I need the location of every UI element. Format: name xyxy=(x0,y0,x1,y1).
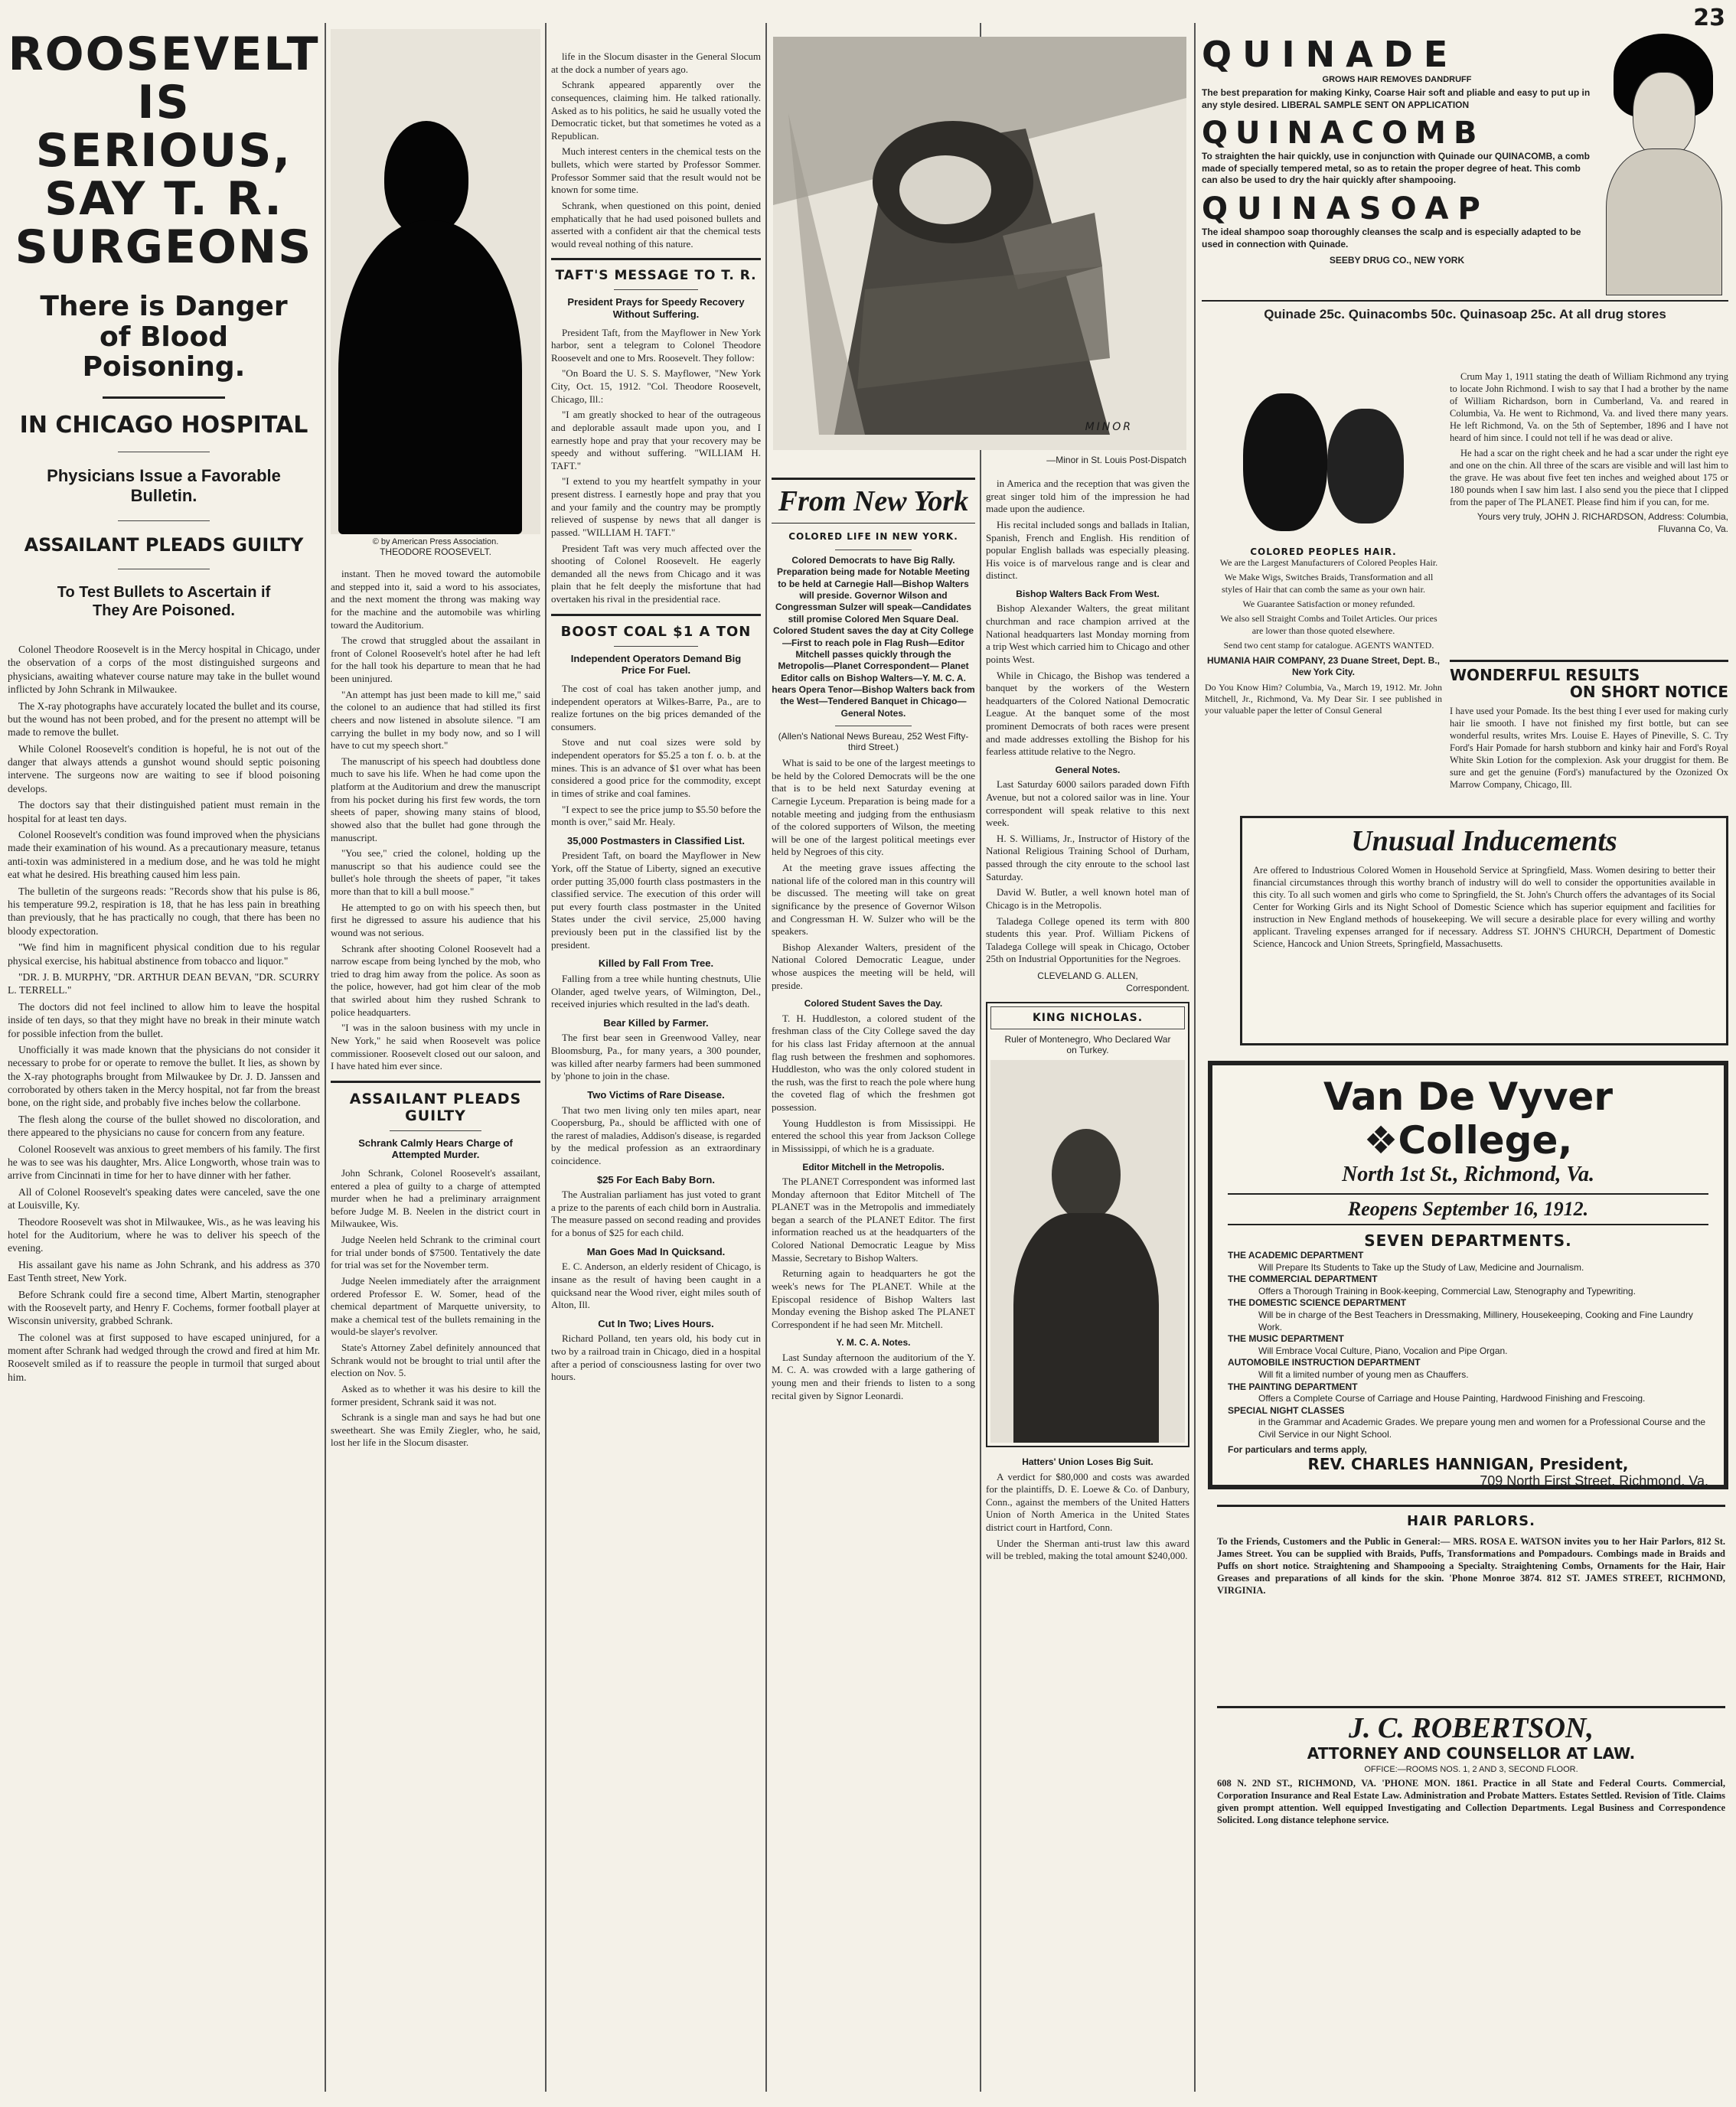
paragraph: THE DOMESTIC SCIENCE DEPARTMENT xyxy=(1228,1297,1407,1309)
paragraph: Much interest centers in the chemical tests on the bullets, which were started by Professor Sommer. Professor Sommer said that the result would not be known for some time. xyxy=(551,145,761,196)
paragraph: "I was in the saloon business with my uncle in New York," he said when Roosevelt was police commissioner. Roosevelt closed out our saloon, and I have hated him ever since. xyxy=(331,1022,540,1072)
king-nicholas-title: KING NICHOLAS. xyxy=(990,1006,1185,1029)
article-body-bear xyxy=(551,1032,761,1083)
paragraph: At the meeting grave issues affecting the national life of the colored man in this country will be discussed. The meeting will take on great significance by the presence of Governor Wilson and Congressman H. W. Sulzer who will be the speakers. xyxy=(772,862,975,938)
paragraph: in America and the reception that was given the great singer told him of the impression he had made upon the audience. xyxy=(986,478,1189,515)
hair-switch-image xyxy=(1235,386,1411,539)
cartoon-signature: MINOR xyxy=(1085,421,1133,433)
quinade-title: QUINADE xyxy=(1202,34,1459,75)
article-body-mitchell xyxy=(772,1176,975,1332)
paragraph: Schrank appeared apparently over the consequences, claiming him. He talked rationally. Asked as to his politics, he said he usually voted the Democratic ticket, but that sometimes he voted as a Republican. xyxy=(551,79,761,142)
headline-postmasters: 35,000 Postmasters in Classified List. xyxy=(567,834,745,846)
quinacomb-body: To straighten the hair quickly, use in conjunction with Quinade our QUINACOMB, a comb made of specially tempered metal, so as to retain the proper degree of heat. This comb can also be used to dry the hair quickly after shampooing. xyxy=(1202,151,1590,186)
article-body-postmasters xyxy=(551,850,761,951)
paragraph: in the Grammar and Academic Grades. We prepare young men and women for a Professional Course and the Civil Service in our Night School. xyxy=(1258,1417,1706,1440)
vdv-college: College, xyxy=(1398,1118,1573,1163)
vdv-president: REV. CHARLES HANNIGAN, President, xyxy=(1307,1455,1629,1474)
article-body-bishop xyxy=(986,602,1189,758)
paragraph: The doctors say that their distinguished patient must remain in the hospital for at least ten days. xyxy=(8,799,320,824)
paragraph: David W. Butler, a well known hotel man of Chicago is in the Metropolis. xyxy=(986,886,1189,911)
cartoon-drawing xyxy=(773,37,1186,450)
paragraph: "I am greatly shocked to hear of the outrageous and deplorable assault made upon you, and I earnestly hope and pray that your recovery may be speedy and without suffering. "WILLIAM H. TAFT." xyxy=(551,409,761,471)
subheadline-danger: There is Danger of Blood Poisoning. xyxy=(40,291,288,383)
paragraph: SPECIAL NIGHT CLASSES xyxy=(1228,1404,1345,1416)
unusual-inducements-ad xyxy=(1240,816,1728,1045)
headline-ymca: Y. M. C. A. Notes. xyxy=(836,1337,911,1349)
quinasoap-title: QUINASOAP xyxy=(1202,191,1490,227)
paragraph: Last Sunday afternoon the auditorium of the Y. M. C. A. was crowded with a large gathering of young men and their friends to listen to a song recital given by Signor Leonardi. xyxy=(772,1351,975,1401)
parlors-head: HAIR PARLORS. xyxy=(1407,1513,1535,1529)
headline-taft: TAFT'S MESSAGE TO T. R. xyxy=(555,268,757,284)
vdv-depts-head: SEVEN DEPARTMENTS. xyxy=(1364,1231,1572,1250)
king-portrait-head xyxy=(1052,1129,1121,1221)
portrait-shoulders xyxy=(1606,148,1722,295)
paragraph: We are the Largest Manufacturers of Colored Peoples Hair. xyxy=(1219,557,1438,568)
hair-caption: COLORED PEOPLES HAIR. xyxy=(1250,546,1397,557)
paragraph: The Australian parliament has just voted to grant a prize to the parents of each child born in Australia. The measure passed on second reading and provides for a bonus of $25 for each child. xyxy=(551,1189,761,1239)
paragraph: Crum May 1, 1911 stating the death of William Richmond any trying to locate John Richmond. I wish to say that I had a brother by the name of William Richardson, born in Cumberland, Va. and reared in Columbia, Va. He went to Richmond, Va. and lived there many years. He left Richmond, Va. on the 5th of September, 1896 and I have not heard of him since. I could not tell if he was dead or alive. xyxy=(1450,371,1728,443)
paragraph: The PLANET Correspondent was informed last Monday afternoon that Editor Mitchell of The PLANET was in the Metropolis and immediately began a search of the PLANET Editor. The first information reached us at the headquarters of the Colored National Democratic League by Miss Massie, Secretary to Bishop Walters. xyxy=(772,1175,975,1264)
main-headline: ROOSEVELT IS SERIOUS, SAY T. R. SURGEONS xyxy=(8,28,320,274)
paragraph: instant. Then he moved toward the automobile and stepped into it, said a word to his associates, and the next moment the throng was making way for the machine and the automobile was whirling toward the Auditorium. xyxy=(331,568,540,631)
subheadline-hospital: IN CHICAGO HOSPITAL xyxy=(19,411,308,439)
article-body-disease xyxy=(551,1104,761,1168)
vdv-reopens: Reopens September 16, 1912. xyxy=(1228,1193,1708,1225)
robertson-office: OFFICE:—ROOMS NOS. 1, 2 AND 3, SECOND FLOOR. xyxy=(1364,1765,1578,1774)
headline-disease: Two Victims of Rare Disease. xyxy=(587,1088,725,1101)
paragraph: "I extend to you my heartfelt sympathy in your present distress. I earnestly hope and pray that you and your family and the country may be promptly relieved of suspense by news that all danger is passed. "WILLIAM H. TAFT." xyxy=(551,475,761,538)
robertson-title: ATTORNEY AND COUNSELLOR AT LAW. xyxy=(1307,1744,1636,1763)
photo-caption: THEODORE ROOSEVELT. xyxy=(380,546,491,557)
headline-assailant: ASSAILANT PLEADS GUILTY xyxy=(349,1090,522,1124)
headline-bear: Bear Killed by Farmer. xyxy=(603,1016,709,1029)
king-nicholas-sub: Ruler of Montenegro, Who Declared War on Turkey. xyxy=(1004,1034,1171,1056)
paragraph: Young Huddleston is from Mississippi. He entered the school this year from Jackson College in Mississippi, of which he is a graduate. xyxy=(772,1117,975,1154)
paragraph: The first bear seen in Greenwood Valley, near Bloomsburg, Pa., for many years, a 300 pounder, was killed after nearby farmers had been summoned by 'phone to join in the chase. xyxy=(551,1032,761,1082)
paragraph: Falling from a tree while hunting chestnuts, Ulie Olander, aged twelve years, of Wilmington, Del., received injuries which resulted in the lad's death. xyxy=(551,972,761,1010)
paragraph: Richard Polland, ten years old, his body cut in two by a railroad train in Chicago, died in a hospital after a period of consciousness lasting for over two hours. xyxy=(551,1332,761,1383)
article-body-hatters xyxy=(986,1471,1189,1563)
headline-fall: Killed by Fall From Tree. xyxy=(598,957,714,970)
paragraph: Last Saturday 6000 sailors paraded down Fifth Avenue, but not a colored sailor was in line. Your correspondent will speak relative to this next week. xyxy=(986,778,1189,829)
vdv-particulars: For particulars and terms apply, xyxy=(1228,1443,1367,1455)
vdv-title: Van De Vyver xyxy=(1323,1075,1613,1119)
headline-hatters: Hatters' Union Loses Big Suit. xyxy=(1022,1456,1154,1468)
robertson-body: 608 N. 2ND ST., RICHMOND, VA. 'PHONE MON. 1861. Practice in all State and Federal Courts. Commercial, Corporation Insurance and Real Estate Law. Administration and Probate Matters. Estates Settled. Revision of Title. Claims given prompt attention. Well equipped Investigating and Collection Departments. Legal Business and Correspondence Solicited. Long distance telephone service. xyxy=(1217,1778,1725,1825)
dateline: (Allen's National News Bureau, 252 West Fifty-third Street.) xyxy=(778,731,969,753)
hair-switch-right xyxy=(1327,409,1404,523)
page-number: 23 xyxy=(1693,5,1725,31)
portrait-face xyxy=(1633,72,1695,158)
vdv-address: North 1st St., Richmond, Va. xyxy=(1342,1163,1594,1186)
article-body-coal xyxy=(551,683,761,829)
paragraph: We Guarantee Satisfaction or money refunded. xyxy=(1242,599,1415,610)
paragraph: Unofficially it was made known that the physicians do not consider it necessary to probe for or operate to remove the bullet. It lies, as shown by the X-ray photographs brought from Milwaukee by Dr. J. D. Janssen and corroborated by others taken in the Mercy hospital, not far from the breast bone, on the right side, and probably five inches below the collarbone. xyxy=(8,1043,320,1109)
paragraph: Bishop Alexander Walters, president of the National Colored Democratic League, under whose auspices the meeting will be held, will preside. xyxy=(772,941,975,991)
paragraph: We also sell Straight Combs and Toilet Articles. Our prices are lower than those quoted elsewhere. xyxy=(1220,613,1437,636)
paragraph: President Taft, on board the Mayflower in New York, off the Statue of Liberty, signed an executive order putting 35,000 fourth class postmasters in the classified service. The execution of this order will put every fourth class postmaster in the United States under the civil service, 25,000 having previously been put in the classified list by the president. xyxy=(551,850,761,951)
paragraph: While in Chicago, the Bishop was tendered a banquet by the workers of the Western headquarters of the Colored National Democratic League. At the banquet some of the most prominent Democrats of both races were present and made addresses extolling the Bishop for his fearless attitude relative to the Negro. xyxy=(986,669,1189,758)
article-body-baby xyxy=(551,1189,761,1240)
headline-mitchell: Editor Mitchell in the Metropolis. xyxy=(802,1161,945,1173)
article-body-quicksand xyxy=(551,1261,761,1312)
paragraph: The colonel was at first supposed to have escaped uninjured, for a moment after Schrank had wedged through the crowd and fired at him Mr. Roosevelt smiled as if to reassure the people in turmoil that surged about him. xyxy=(8,1331,320,1383)
headline-general-notes: General Notes. xyxy=(1055,764,1121,775)
paragraph: AUTOMOBILE INSTRUCTION DEPARTMENT xyxy=(1228,1357,1421,1368)
portrait-head xyxy=(384,121,468,236)
seeby-company: SEEBY DRUG CO., NEW YORK xyxy=(1329,255,1465,266)
paragraph: E. C. Anderson, an elderly resident of Chicago, is insane as the result of having been caught in a quicksand near the Wood river, eight miles south of Alton, Ill. xyxy=(551,1261,761,1311)
cartoon-caption: —Minor in St. Louis Post-Dispatch xyxy=(1046,455,1186,465)
king-portrait-body xyxy=(1013,1213,1159,1443)
paragraph: The doctors did not feel inclined to allow him to leave the hospital inside of ten days, so that they might have no break in their minute watch for possible infection from the bullet. xyxy=(8,1000,320,1039)
article-body-continued xyxy=(551,51,761,250)
paragraph: All of Colonel Roosevelt's speaking dates were canceled, save the one at Louisville, Ky. xyxy=(8,1186,320,1212)
article-body-assailant xyxy=(331,1167,540,1450)
paragraph: We Make Wigs, Switches Braids, Transformation and all styles of Hair that can comb the same as your own hair. xyxy=(1222,572,1434,595)
paragraph: Colonel Theodore Roosevelt is in the Mercy hospital in Chicago, under the observation of a corps of the most distinguished surgeons and physicians, awaiting whatever course nature may take in the bullet wound inflicted by John Schrank in Milwaukee. xyxy=(8,643,320,696)
article-body-taft xyxy=(551,327,761,606)
article-body-notes xyxy=(986,778,1189,966)
portrait-body xyxy=(338,220,522,534)
paragraph: He attempted to go on with his speech then, but first he digressed to assure his audience that his wound was not serious. xyxy=(331,901,540,938)
correspondent-role: Correspondent. xyxy=(1126,982,1189,993)
paragraph: Will fit a limited number of young men as Chauffers. xyxy=(1258,1368,1469,1380)
paragraph: President Taft, from the Mayflower in New York harbor, sent a telegram to Colonel Theodore Roosevelt and one to Mrs. Roosevelt. They follow: xyxy=(551,326,761,364)
paragraph: While Colonel Roosevelt's condition is hopeful, he is not out of the danger that always attends a gunshot wound should septic poisoning intervene. The surgeons now are waiting to see if blood poisoning develops. xyxy=(8,742,320,794)
robertson-name: J. C. ROBERTSON, xyxy=(1349,1712,1594,1744)
column-5 xyxy=(986,478,1189,2092)
hair-company-address: HUMANIA HAIR COMPANY, 23 Duane Street, Dept. B., New York City. xyxy=(1206,654,1441,678)
article-body-continued xyxy=(331,568,540,1073)
quinade-prices: Quinade 25c. Quinacombs 50c. Quinasoap 25c. At all drug stores xyxy=(1264,307,1666,321)
article-body-recital xyxy=(986,478,1189,582)
paragraph: His recital included songs and ballads in Italian, Spanish, French and English. His rendition of popular English ballads was especially pleasing. His voice is of marvelous range and is clear and distinct. xyxy=(986,518,1189,582)
paragraph: The cost of coal has taken another jump, and independent operators at Wilkes-Barre, Pa., are to realize fortunes on the big prices demanded of the consumers. xyxy=(551,682,761,732)
article-body-fall xyxy=(551,973,761,1011)
paragraph: State's Attorney Zabel definitely announced that Schrank would not be brought to trial until after the election on Nov. 5. xyxy=(331,1342,540,1379)
robertson-ad xyxy=(1217,1711,1725,1880)
article-body xyxy=(8,643,320,1384)
paragraph: He had a scar on the right cheek and he had a scar under the right eye and one on the chin. All three of the scars are visible and will last him to the grave. He was about five feet ten inches and weighed about 175 or 180 pounds when I saw him last. I also send you the piece that I clipped from the paper of The PLANET. Please find him if you can, for me. xyxy=(1450,448,1728,507)
deck-schrank: Schrank Calmly Hears Charge of Attempted Murder. xyxy=(358,1137,513,1161)
letter-body: Do You Know Him? Columbia, Va., March 19, 1912. Mr. John Mitchell, Jr., Richmond, Va. My Dear Sir. I see published in your valuable paper the letter of Consul General xyxy=(1205,681,1442,716)
paragraph: Schrank is a single man and says he had but one sweetheart. She was Emily Ziegler, who, he said, lost her life in the Slocum disaster. xyxy=(331,1411,540,1449)
paragraph: Bishop Alexander Walters, the great militant churchman and race champion arrived at the National headquarters last Monday morning from a trip West which carried him to Chicago and other points West. xyxy=(986,602,1189,665)
paragraph: "You see," cried the colonel, holding up the manuscript so that his audience could see the bullet's hole through the sheets of paper, "it takes more than that to kill a bull moose." xyxy=(331,847,540,897)
paragraph: Returning again to headquarters he got the week's news for The PLANET. While at the Episcopal residence of Bishop Walters last Monday evening the Bishop asked The PLANET Correspondent if he had seen Mr. Mitchell. xyxy=(772,1267,975,1330)
paragraph: Schrank after shooting Colonel Roosevelt had a narrow escape from being lynched by the mob, who tried to drag him away from the police. As soon as the police, however, had got him clear of the mob that swirled about him they rushed Schrank to police headquarters. xyxy=(331,942,540,1018)
headline-bishop: Bishop Walters Back From West. xyxy=(1016,589,1160,599)
paragraph: His assailant gave his name as John Schrank, and his address as 370 East Tenth street, New York. xyxy=(8,1258,320,1284)
vdv-street: 709 North First Street, Richmond, Va. xyxy=(1480,1473,1708,1489)
paragraph: John Schrank, Colonel Roosevelt's assailant, entered a plea of guilty to a charge of attempted murder when he had a preliminary arraignment before Judge M. B. Neelen in the district court in Milwaukee, Wis. xyxy=(331,1166,540,1230)
paragraph: THE MUSIC DEPARTMENT xyxy=(1228,1333,1344,1345)
paragraph: That two men living only ten miles apart, near Coopersburg, Pa., should be afflicted with one of the rarest of maladies, Addison's disease, is regarded by the medical profession as an extraordinary coincidence. xyxy=(551,1104,761,1166)
column-4 xyxy=(772,478,975,2092)
paragraph: "DR. J. B. MURPHY, "DR. ARTHUR DEAN BEVAN, "DR. SCURRY L. TERRELL." xyxy=(8,970,320,996)
paragraph: What is said to be one of the largest meetings to be held by the Colored Democrats will be the one that is to be held next Saturday evening at Carnegie Lyceum. Preparation is being made for a notable meeting and judging from the enthusiasm of the colored supporters of Wilson, the meeting will be one of the largest political meetings ever held by Negroes of this city. xyxy=(772,757,975,858)
hair-parlors-ad xyxy=(1217,1505,1725,1708)
van-de-vyver-ad xyxy=(1208,1061,1728,1489)
unusual-head: Unusual Inducements xyxy=(1351,825,1617,857)
deck-bulletin: Physicians Issue a Favorable Bulletin. xyxy=(47,465,281,506)
paragraph: The flesh along the course of the bullet showed no discoloration, and there appeared to the physicians no cause for concern from any feature. xyxy=(8,1113,320,1139)
paragraph: Colonel Roosevelt was anxious to greet members of his family. The first he was to see was his daughter, Mrs. Alice Longworth, whose train was to arrive from Cincinnati in time for her to have dinner with her father. xyxy=(8,1143,320,1182)
wonderful-head: WONDERFUL RESULTS xyxy=(1450,666,1640,684)
column-3 xyxy=(551,23,761,2097)
paragraph: Colonel Roosevelt's condition was found improved when the physicians made their examination of his wound. As a precautionary measure, tetanus anti-toxin was administered in a medium dose, and he was told he might eat what he desired. His breathing caused him less pain. xyxy=(8,829,320,881)
wonderful-results-ad xyxy=(1450,660,1728,807)
deck-summary: Colored Democrats to have Big Rally. Preparation being made for Notable Meeting to be held at Carnegie Hall—Bishop Walters will preside. Governor Wilson and Congressman Sulzer will speak—Candidates still promise Colored Men Square Deal. Colored Student saves the day at City College—First to reach pole in Flag Rush—Editor Mitchell passes quickly through the Metropolis—Planet Correspondent— Planet Editor calls on Bishop Walters—Y. M. C. A. hears Opera Tenor—Bishop Walters back from the West—Tendered Banquet in Chicago—General Notes. xyxy=(772,555,975,719)
wonderful-body: I have used your Pomade. Its the best thing I ever used for making curly hair lie smooth. I have not finished my first bottle, but can see wonderful results, writes Mrs. Louise E. Hayes of Pineville, S. C. Try Ford's Hair Pomade for harsh stubborn and kinky hair and Ford's Royal White Skin Lotion for the complexion. Ask your druggist for them. Be sure and get the genuine (Ford's) manufactured by the Ozonized Ox Marrow Company, Chicago, Ill. xyxy=(1450,706,1728,790)
headline-quicksand: Man Goes Mad In Quicksand. xyxy=(586,1245,726,1257)
paragraph: Judge Neelen held Schrank to the criminal court for trial under bonds of $7500. Tentatively the date for trial was set for the November term. xyxy=(331,1234,540,1271)
paragraph: "An attempt has just been made to kill me," said the colonel to an audience that had stilled its first cheers and now listened in absolute silence. "I am carrying the bullet in my body now, and so I will have to cut my speech short." xyxy=(331,688,540,752)
paragraph: "On Board the U. S. S. Mayflower, "New York City, Oct. 15, 1912. "Col. Theodore Roosevelt, Chicago, Ill.: xyxy=(551,367,761,405)
headline-from-new-york: From New York xyxy=(778,485,969,517)
quinacomb-title: QUINACOMB xyxy=(1202,116,1485,152)
paragraph: Will Embrace Vocal Culture, Piano, Vocalion and Pipe Organ. xyxy=(1258,1345,1508,1356)
column-1 xyxy=(8,23,320,2097)
paragraph: Taladega College opened its term with 800 students this year. Prof. William Pickens of Taladega College will speak in Chicago, October 25th on Industrial Opportunities for the Negroes. xyxy=(986,915,1189,965)
paragraph: Stove and nut coal sizes were sold by independent operators for $5.25 a ton f. o. b. at the mines. This is an advance of $1 over what has been considered a good price for the commodity, except in times of strike and coal famines. xyxy=(551,736,761,799)
paragraph: The manuscript of his speech had doubtless done much to save his life. When he had come upon the platform at the Auditorium and drew the manuscript from his pocket during his first few words, the torn sheets of paper, showing many stains of blood, showed also that the bullet had gone through the manuscript. xyxy=(331,755,540,843)
paragraph: life in the Slocum disaster in the General Slocum at the dock a number of years ago. xyxy=(551,51,761,75)
paragraph: The crowd that struggled about the assailant in front of Colonel Roosevelt's hotel after he had left for the hall took his departure to mean that he had been uninjured. xyxy=(331,634,540,684)
hair-body xyxy=(1205,557,1442,652)
deck-taft: President Prays for Speedy Recovery Without Suffering. xyxy=(567,296,745,320)
paragraph: THE ACADEMIC DEPARTMENT xyxy=(1228,1250,1364,1261)
paragraph: Asked as to whether it was his desire to kill the former president, Schrank said it was not. xyxy=(331,1382,540,1407)
vdv-departments xyxy=(1228,1250,1708,1441)
unusual-body: Are offered to Industrious Colored Women in Household Service at Springfield, Mass. Women desiring to better their financial circumstances through this worthy branch of industry will do well to consider the opportunities available in this city. To all such women and girls who come to Springfield, the St. John's Church offers the advantages of its Social Center for Working Girls and its Night School of Domestic Science which has superior equipment and facilities for instruction in New England methods of housekeeping. We will secure a desirable place for every willing and worthy applicant. Traveling expenses arranged for if necessary. Address ST. JOHN'S CHURCH, Department of Domestic Science, Hancock and Union Streets, Springfield, Massachusetts. xyxy=(1253,865,1715,949)
subhead-colored-life: COLORED LIFE IN NEW YORK. xyxy=(788,531,958,542)
paragraph: Send two cent stamp for catalogue. AGENTS WANTED. xyxy=(1223,640,1434,651)
headline-cut: Cut In Two; Lives Hours. xyxy=(598,1317,714,1329)
paragraph: Under the Sherman anti-trust law this award will be trebled, making the total amount $240,000. xyxy=(986,1537,1189,1562)
quinade-portrait xyxy=(1598,34,1728,294)
quinasoap-body: The ideal shampoo soap thoroughly cleanses the scalp and is especially adapted to be used in connection with Quinade. xyxy=(1202,226,1581,250)
quinade-body: The best preparation for making Kinky, Coarse Hair soft and pliable and easy to put up in any style desired. LIBERAL SAMPLE SENT ON APPLICATION xyxy=(1202,87,1591,110)
deck-coal: Independent Operators Demand Big Price For Fuel. xyxy=(570,652,742,677)
column-2 xyxy=(331,23,540,2097)
hair-company-ad xyxy=(1205,370,1442,799)
paragraph: THE COMMERCIAL DEPARTMENT xyxy=(1228,1274,1378,1285)
correspondent-signature: CLEVELAND G. ALLEN, xyxy=(1037,970,1138,982)
photo-credit: © by American Press Association. xyxy=(372,537,499,546)
paragraph: "I expect to see the price jump to $5.50 before the month is over," said Mr. Healy. xyxy=(551,803,761,828)
paragraph: H. S. Williams, Jr., Instructor of History of the National Religious Training School of Durham, passed through the city enroute to the school last Saturday. xyxy=(986,832,1189,882)
king-nicholas-box xyxy=(986,1002,1189,1447)
paragraph: Schrank, when questioned on this point, denied emphatically that he had used poisoned bullets and asserted with a confident air that the chemical tests would reveal nothing of this nature. xyxy=(551,199,761,250)
article-body-student xyxy=(772,1013,975,1156)
paragraph: Judge Neelen immediately after the arraignment ordered Professor E. W. Somer, head of the chemical department of Marquette university, to make a chemical test of the bullets remaining in the would-be slayer's revolver. xyxy=(331,1274,540,1338)
quinade-ad xyxy=(1202,34,1728,363)
wonderful-sub: ON SHORT NOTICE xyxy=(1569,683,1728,701)
paragraph: Offers a Complete Course of Carriage and House Painting, Hardwood Finishing and Frescoing. xyxy=(1258,1393,1646,1404)
notice-body xyxy=(1450,370,1728,508)
paragraph: Offers a Thorough Training in Book-keeping, Commercial Law, Stenography and Typewriting. xyxy=(1258,1285,1636,1296)
quinade-tag: GROWS HAIR REMOVES DANDRUFF xyxy=(1322,75,1472,84)
paragraph: THE PAINTING DEPARTMENT xyxy=(1228,1381,1358,1392)
headline-student: Colored Student Saves the Day. xyxy=(804,998,943,1009)
article-body-ymca xyxy=(772,1352,975,1403)
paragraph: Will be in charge of the Best Teachers in Dressmaking, Millinery, Housekeeping, Cooking and Fine Laundry Work. xyxy=(1258,1309,1693,1332)
notice-signature: Yours very truly, JOHN J. RICHARDSON, Address: Columbia, Fluvanna Co, Va. xyxy=(1477,511,1728,534)
paragraph: The bulletin of the surgeons reads: "Records show that his pulse is 86, his temperature 99.2, respiration is 18, that he has less pain in breathing than previously, that he has practically no cough, that there has been no bloody expectoration. xyxy=(8,885,320,937)
headline-baby: $25 For Each Baby Born. xyxy=(597,1173,715,1186)
paragraph: Will Prepare Its Students to Take up the Study of Law, Medicine and Journalism. xyxy=(1258,1261,1584,1273)
paragraph: President Taft was very much affected over the shooting of Colonel Roosevelt. He eagerly demanded all the news from Chicago and it was plain that he felt deeply the misfortune that had overtaken his rival in the presidential race. xyxy=(551,542,761,605)
parlors-body: To the Friends, Customers and the Public in General:— MRS. ROSA E. WATSON invites you to her Hair Parlors, 812 St. James Street. You can be supplied with Braids, Puffs, Transformations and Pompadours. Combings made in Braids and Puffs on short notice. Straightening and Shampooing a Specialty. Straightening Combs, Ornaments for the Hair, Hair Greases and preparations of all kinds for the skin. 'Phone Monroe 3874. 812 ST. JAMES STREET, RICHMOND, VIRGINIA. xyxy=(1217,1536,1725,1596)
headline-coal: BOOST COAL $1 A TON xyxy=(560,623,752,640)
paragraph: Theodore Roosevelt was shot in Milwaukee, Wis., as he was leaving his hotel for the Auditorium, where he was to deliver his speech of the evening. xyxy=(8,1215,320,1254)
king-nicholas-photo xyxy=(990,1060,1185,1443)
deck-bullets: To Test Bullets to Ascertain if They Are Poisoned. xyxy=(57,583,271,619)
richardson-notice xyxy=(1450,370,1728,654)
paragraph: "We find him in magnificent physical condition due to his regular physical exercise, his habitual abstinence from tobacco and liquor." xyxy=(8,941,320,967)
paragraph: A verdict for $80,000 and costs was awarded for the plaintiffs, D. E. Loewe & Co. of Danbury, Conn., against the members of the United Hatters Union of North America in the United States district court in Hartford, Conn. xyxy=(986,1470,1189,1534)
political-cartoon xyxy=(773,37,1186,450)
paragraph: Before Schrank could fire a second time, Albert Martin, stenographer with the Roosevelt party, and Henry F. Cochems, former football player at Wisconsin university, grabbed Schrank. xyxy=(8,1288,320,1327)
subheadline-assailant: ASSAILANT PLEADS GUILTY xyxy=(24,533,304,556)
roosevelt-photo xyxy=(331,29,540,534)
hair-switch-left xyxy=(1243,393,1327,531)
paragraph: The X-ray photographs have accurately located the bullet and its course, but the wound has not been probed, and for the present no attempt will be made to remove the bullet. xyxy=(8,700,320,739)
article-body-cut xyxy=(551,1332,761,1384)
paragraph: T. H. Huddleston, a colored student of the freshman class of the City College saved the day for his class last Friday afternoon at the annual flag rush between the freshmen and sophomores. Huddleston, who was the only colored student in the rush, was the first to reach the pole where hung the coveted flag of which the freshmen got possession. xyxy=(772,1012,975,1114)
article-body-rally xyxy=(772,757,975,992)
vdv-ornament-left: ❖ xyxy=(1363,1118,1398,1163)
